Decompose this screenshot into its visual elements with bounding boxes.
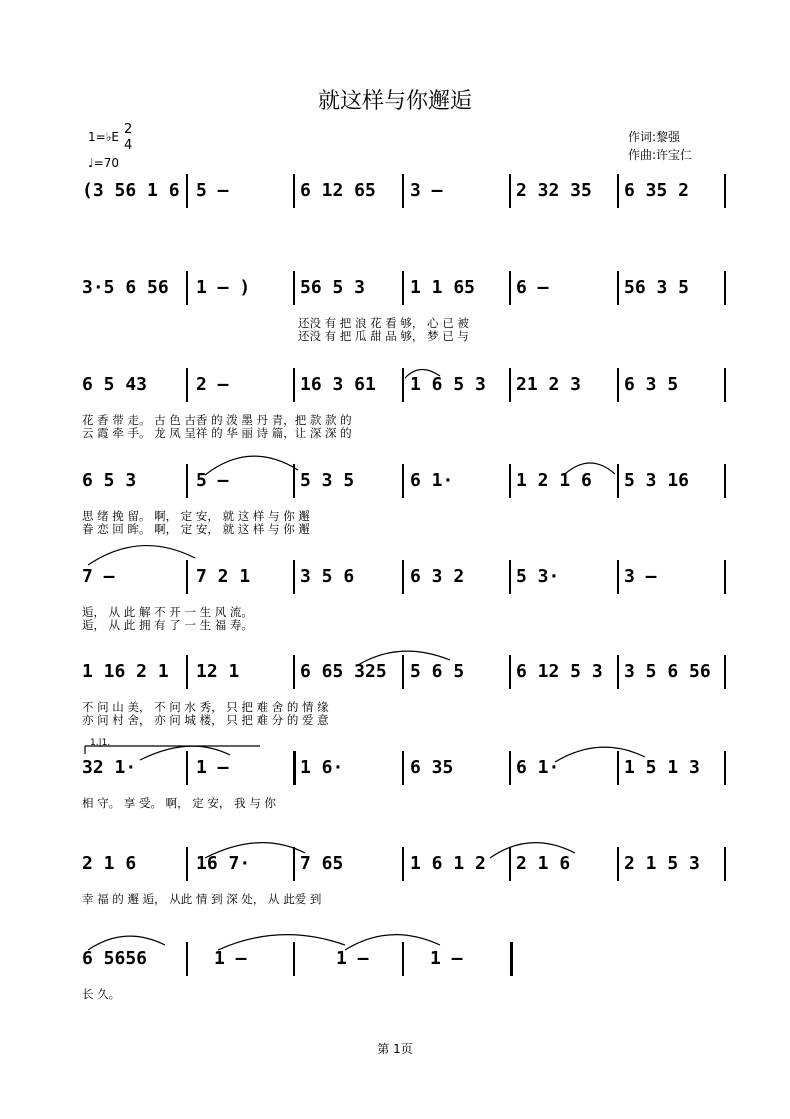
barline: [509, 655, 511, 689]
barline: [724, 655, 726, 689]
measure-notes: 1 6·: [300, 757, 344, 778]
barline: [402, 271, 404, 305]
lyricist-credit: 作词:黎强: [628, 130, 681, 144]
barline: [724, 464, 726, 498]
measure-notes: 2 –: [196, 374, 229, 395]
time-signature-bottom: 4: [124, 138, 133, 153]
measure-notes: 7 65: [300, 853, 344, 874]
volta-bracket-label: 1.|1.: [90, 738, 111, 748]
measure-notes: 5 –: [196, 180, 229, 201]
barline: [186, 560, 188, 594]
barline: [509, 464, 511, 498]
double-barline: [293, 751, 296, 785]
measure-notes: 6 35 2: [624, 180, 690, 201]
barline: [402, 174, 404, 208]
barline: [186, 368, 188, 402]
composer-credit: 作曲:许宝仁: [628, 148, 693, 162]
measure-notes: 5 6 5: [410, 661, 465, 682]
measure-notes: 32 1·: [82, 757, 137, 778]
barline: [509, 368, 511, 402]
measure-notes: 3 –: [410, 180, 443, 201]
measure-notes: 3 –: [624, 566, 657, 587]
barline: [186, 942, 188, 976]
measure-notes: 6 12 65: [300, 180, 376, 201]
measure-notes: 6 1·: [516, 757, 560, 778]
barline: [509, 271, 511, 305]
measure-notes: 2 1 6: [516, 853, 571, 874]
time-signature-top: 2: [124, 122, 133, 137]
barline: [402, 942, 404, 976]
barline: [509, 751, 511, 785]
barline: [617, 560, 619, 594]
barline: [724, 368, 726, 402]
measure-notes: 1 –: [336, 948, 369, 969]
lyrics-verse-1: 不 问 山 美， 不 问 水 秀， 只 把 难 舍 的 情 缘: [82, 700, 329, 714]
measure-notes: 5 3·: [516, 566, 560, 587]
lyrics-verse-1: 花 香 带 走。 古 色 古香 的 泼 墨 丹 青，把 款 款 的: [82, 413, 352, 427]
barline: [402, 751, 404, 785]
barline: [617, 271, 619, 305]
measure-notes: 6 3 2: [410, 566, 465, 587]
measure-notes: 16 7·: [196, 853, 251, 874]
barline: [402, 368, 404, 402]
lyrics-verse-1: 长 久。: [82, 987, 121, 1001]
measure-notes: 16 3 61: [300, 374, 376, 395]
barline: [724, 751, 726, 785]
barline: [186, 271, 188, 305]
barline: [186, 655, 188, 689]
barline: [617, 174, 619, 208]
measure-notes: 5 –: [196, 470, 229, 491]
lyrics-verse-1: 幸 福 的 邂 逅， 从此 情 到 深 处， 从 此爱 到: [82, 892, 322, 906]
measure-notes: 3 5 6 56: [624, 661, 711, 682]
measure-notes: 6 5 3: [82, 470, 137, 491]
barline: [617, 655, 619, 689]
measure-notes: 1 6 5 3: [410, 374, 486, 395]
measure-notes: 1 –: [214, 948, 247, 969]
barline: [617, 464, 619, 498]
barline: [509, 847, 511, 881]
page-number: 第 1页: [377, 1042, 413, 1056]
measure-notes: 6 3 5: [624, 374, 679, 395]
measure-notes: 1 5 1 3: [624, 757, 700, 778]
measure-notes: 6 –: [516, 277, 549, 298]
measure-notes: 56 5 3: [300, 277, 366, 298]
measure-notes: 6 1·: [410, 470, 454, 491]
lyrics-verse-2: 云 霞 牵 手。 龙 凤 呈祥 的 华 丽 诗 篇，让 深 深 的: [82, 426, 352, 440]
barline: [724, 271, 726, 305]
barline: [186, 174, 188, 208]
barline: [724, 560, 726, 594]
barline: [293, 174, 295, 208]
measure-notes: 3·5 6 56: [82, 277, 169, 298]
lyrics-verse-2: 还没 有 把 瓜 甜 品 够， 梦 已 与: [298, 329, 469, 343]
measure-notes: 7 2 1: [196, 566, 251, 587]
measure-notes: 5 3 5: [300, 470, 355, 491]
barline: [724, 847, 726, 881]
measure-notes: 3 5 6: [300, 566, 355, 587]
barline: [186, 464, 188, 498]
lyrics-verse-1: 还没 有 把 浪 花 看 够， 心 已 被: [298, 316, 469, 330]
measure-notes: 1 – ): [196, 277, 251, 298]
barline: [186, 751, 188, 785]
lyrics-verse-2: 逅， 从 此 拥 有 了 一 生 福 寿。: [82, 618, 253, 632]
barline: [293, 560, 295, 594]
measure-notes: 12 1: [196, 661, 240, 682]
barline: [293, 271, 295, 305]
barline: [293, 368, 295, 402]
lyrics-verse-1: 相 守。 享 受。 啊， 定 安， 我 与 你: [82, 796, 276, 810]
barline: [293, 942, 295, 976]
measure-notes: 2 1 6: [82, 853, 137, 874]
measure-notes: 1 –: [196, 757, 229, 778]
lyrics-verse-1: 思 绪 挽 留。 啊， 定 安， 就 这 样 与 你 邂: [82, 509, 310, 523]
measure-notes: 21 2 3: [516, 374, 582, 395]
barline: [293, 847, 295, 881]
measure-notes: 6 5 43: [82, 374, 148, 395]
measure-notes: 7 –: [82, 566, 115, 587]
barline: [402, 847, 404, 881]
measure-notes: 2 32 35: [516, 180, 592, 201]
song-title: 就这样与你邂逅: [317, 89, 472, 114]
barline: [293, 655, 295, 689]
tempo-marking: ♩=70: [88, 156, 119, 170]
key-signature: 1=♭E: [88, 130, 119, 144]
barline: [617, 751, 619, 785]
barline: [724, 174, 726, 208]
barline: [293, 464, 295, 498]
barline: [402, 560, 404, 594]
double-barline: [510, 942, 513, 976]
lyrics-verse-2: 眷 恋 回 眸。 啊， 定 安， 就 这 样 与 你 邂: [82, 522, 310, 536]
lyrics-verse-1: 逅， 从 此 解 不 开 一 生 风 流。: [82, 605, 253, 619]
measure-notes: 1 1 65: [410, 277, 476, 298]
measure-notes: 56 3 5: [624, 277, 690, 298]
measure-notes: 6 12 5 3: [516, 661, 603, 682]
measure-notes: 5 3 16: [624, 470, 690, 491]
measure-notes: 1 6 1 2: [410, 853, 486, 874]
measure-notes: 6 35: [410, 757, 454, 778]
lyrics-verse-2: 亦 问 村 舍， 亦 问 城 楼， 只 把 难 分 的 爱 意: [82, 713, 329, 727]
measure-notes: 1 2 1 6: [516, 470, 592, 491]
measure-notes: 2 1 5 3: [624, 853, 700, 874]
measure-notes: 1 16 2 1: [82, 661, 169, 682]
barline: [402, 464, 404, 498]
barline: [509, 560, 511, 594]
barline: [402, 655, 404, 689]
measure-notes: 1 –: [430, 948, 463, 969]
measure-notes: 6 5656: [82, 948, 148, 969]
barline: [617, 847, 619, 881]
barline: [617, 368, 619, 402]
measure-notes: 6 65 325: [300, 661, 387, 682]
barline: [186, 847, 188, 881]
barline: [509, 174, 511, 208]
measure-notes: (3 56 1 6: [82, 180, 180, 201]
